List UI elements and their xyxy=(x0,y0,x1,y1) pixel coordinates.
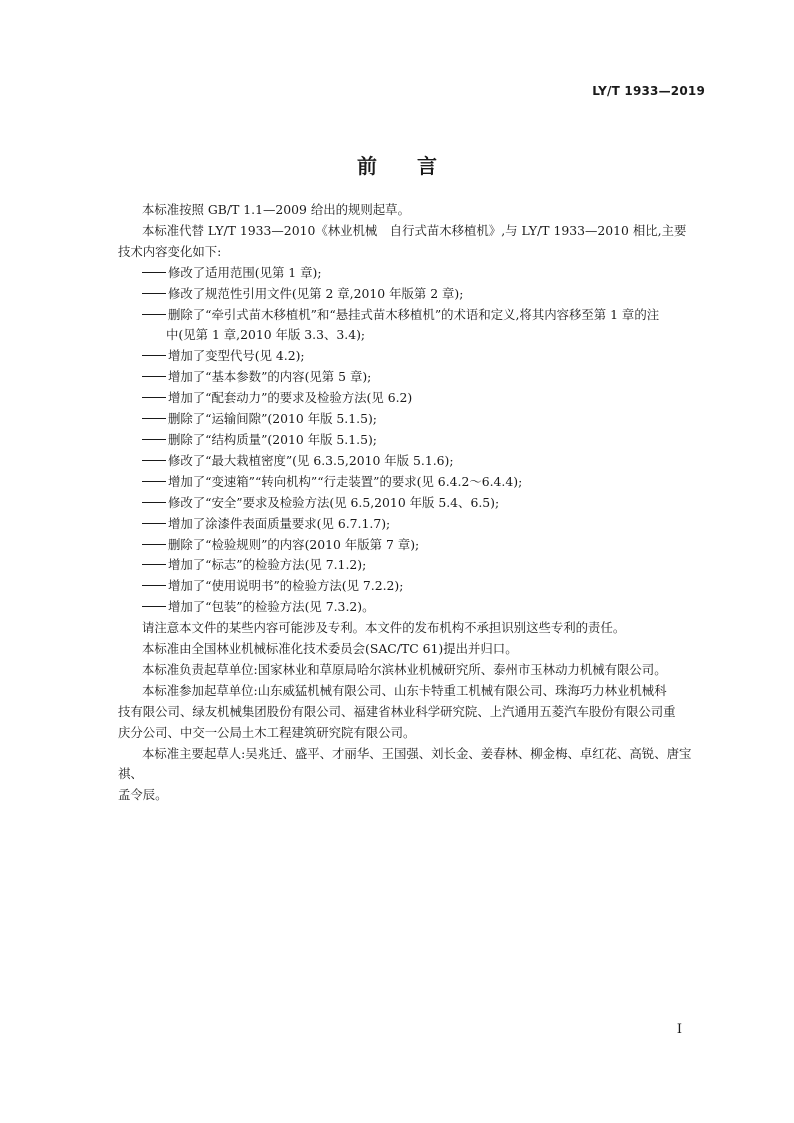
closing-line: 本标准参加起草单位:山东威猛机械有限公司、山东卡特重工机械有限公司、珠海巧力林业机械科 xyxy=(142,682,667,698)
closing-line: 本标准负责起草单位:国家林业和草原局哈尔滨林业机械研究所、泰州市玉林动力机械有限公司。 xyxy=(142,661,667,677)
page-title: 前言 xyxy=(357,154,477,178)
standard-number: LY/T 1933—2019 xyxy=(592,84,705,98)
em-dash-icon xyxy=(142,376,166,377)
change-item-continuation: 中(见第 1 章,2010 年版 3.3、3.4); xyxy=(166,327,366,343)
change-item: 增加了变型代号(见 4.2); xyxy=(118,346,708,367)
change-item: 增加了“基本参数”的内容(见第 5 章); xyxy=(118,367,708,388)
change-item: 删除了“运输间隙”(2010 年版 5.1.5); xyxy=(118,409,708,430)
closing-line: 庆分公司、中交一公局土木工程建筑研究院有限公司。 xyxy=(118,724,416,740)
closing-line: 本标准主要起草人:吴兆迁、盛平、才丽华、王国强、刘长金、姜春林、柳金梅、卓红花、高锐、唐宝祺、 xyxy=(118,745,692,782)
em-dash-icon xyxy=(142,439,166,440)
page-number: I xyxy=(676,1022,682,1037)
change-item: 删除了“检验规则”的内容(2010 年版第 7 章); xyxy=(118,535,708,556)
em-dash-icon xyxy=(142,460,166,461)
change-item: 修改了规范性引用文件(见第 2 章,2010 年版第 2 章); xyxy=(118,284,708,305)
em-dash-icon xyxy=(142,293,166,294)
em-dash-icon xyxy=(142,355,166,356)
em-dash-icon xyxy=(142,544,166,545)
intro-line: 本标准按照 GB/T 1.1—2009 给出的规则起草。 xyxy=(142,202,410,217)
em-dash-icon xyxy=(142,502,166,503)
em-dash-icon xyxy=(142,564,166,565)
change-item: 删除了“结构质量”(2010 年版 5.1.5); xyxy=(118,430,708,451)
document-body xyxy=(118,200,708,806)
change-item: 增加了“变速箱”“转向机构”“行走装置”的要求(见 6.4.2～6.4.4); xyxy=(118,472,708,493)
change-item: 增加了“包装”的检验方法(见 7.3.2)。 xyxy=(118,597,708,618)
em-dash-icon xyxy=(142,523,166,524)
em-dash-icon xyxy=(142,418,166,419)
em-dash-icon xyxy=(142,314,166,315)
em-dash-icon xyxy=(142,481,166,482)
closing-line: 本标准由全国林业机械标准化技术委员会(SAC/TC 61)提出并归口。 xyxy=(142,641,518,657)
change-item: 增加了“使用说明书”的检验方法(见 7.2.2); xyxy=(118,576,708,597)
em-dash-icon xyxy=(142,272,166,273)
closing-line: 请注意本文件的某些内容可能涉及专利。本文件的发布机构不承担识别这些专利的责任。 xyxy=(142,620,626,636)
change-item: 修改了“最大栽植密度”(见 6.3.5,2010 年版 5.1.6); xyxy=(118,451,708,472)
change-item: 修改了“安全”要求及检验方法(见 6.5,2010 年版 5.4、6.5); xyxy=(118,493,708,514)
em-dash-icon xyxy=(142,606,166,607)
intro-line: 技术内容变化如下: xyxy=(118,243,222,259)
change-item: 删除了“牵引式苗木移植机”和“悬挂式苗木移植机”的术语和定义,将其内容移至第 1 章的注 xyxy=(118,305,708,326)
change-item: 增加了“配套动力”的要求及检验方法(见 6.2) xyxy=(118,388,708,409)
closing-line: 技有限公司、绿友机械集团股份有限公司、福建省林业科学研究院、上汽通用五菱汽车股份有限公司重 xyxy=(118,703,676,719)
em-dash-icon xyxy=(142,397,166,398)
intro-line: 本标准代替 LY/T 1933—2010《林业机械 自行式苗木移植机》,与 LY/T 1933—2010 相比,主要 xyxy=(142,222,687,238)
change-item: 增加了涂漆件表面质量要求(见 6.7.1.7); xyxy=(118,514,708,535)
closing-line: 孟令辰。 xyxy=(118,787,168,803)
change-item: 增加了“标志”的检验方法(见 7.1.2); xyxy=(118,555,708,576)
change-item: 修改了适用范围(见第 1 章); xyxy=(118,263,708,284)
em-dash-icon xyxy=(142,585,166,586)
